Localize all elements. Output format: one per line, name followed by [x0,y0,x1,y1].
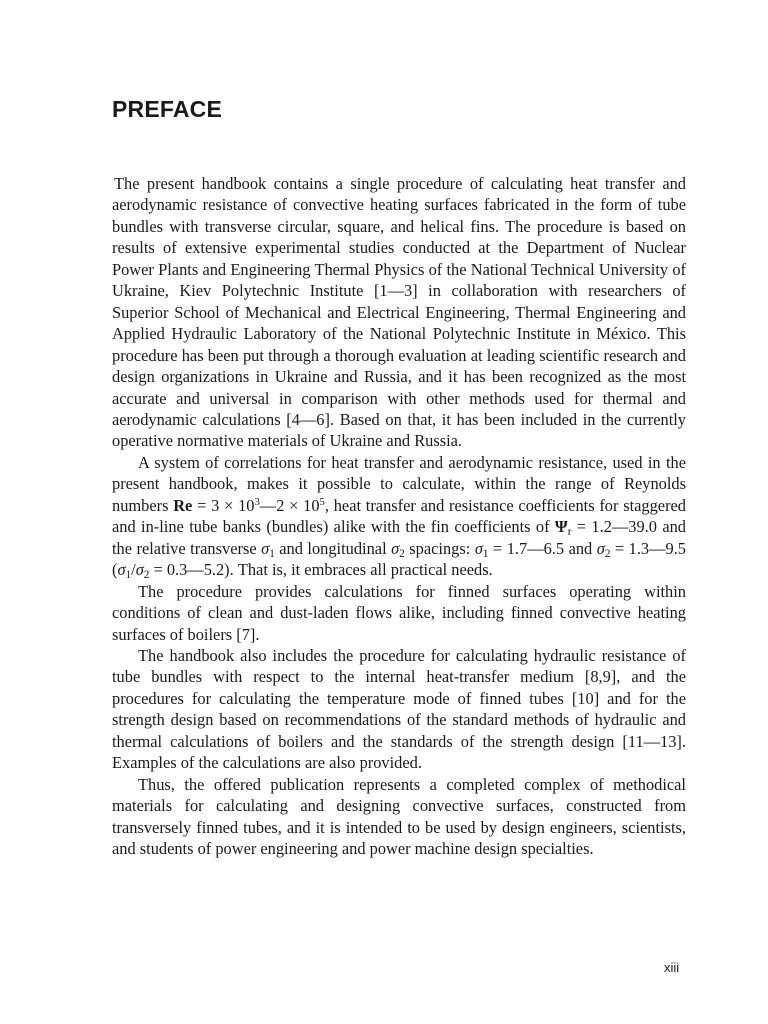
reynolds-symbol: Re [173,495,193,515]
p2-text-1: A system of correlations for heat transfer and aerodynamic resistance, used in the present handbook, makes it possible to calculate, within the range of Reynolds numbers [112,452,686,515]
p2-text-2: = 3 × 10 [192,495,255,515]
p2-text-4: , heat transfer and resistance coefficients for staggered and in-line tube banks (bundles) alike with the fin coefficients of [112,495,687,537]
sigma-subscript: 1 [482,547,489,560]
sigma-subscript: 2 [143,568,150,581]
sigma-subscript: 1 [269,547,275,560]
exponent-2: 5 [319,496,325,508]
sigma-symbol: σ [596,538,605,558]
page-number: xiii [664,960,680,975]
p2-text-7: spacings: [404,538,475,558]
paragraph-4: The handbook also includes the procedure for calculating hydraulic resistance of tube bundles with respect to the internal heat-transfer medium [8,9], and the procedures for calculating the temperature mode of finned tubes [10] and for the strength design based on recommendations of the standard methods of hydraulic and thermal calculations of boilers and the standards of the strength design [11—13]. Examples of the calculations are also provided. [112,645,686,773]
sigma-symbol: σ [474,538,483,558]
page-title: PREFACE [112,96,223,122]
sigma-subscript: 2 [399,547,405,560]
psi-subscript: r [567,526,572,539]
sigma-symbol: σ [135,560,144,580]
p2-text-9: = 1.3—9.5 ( [112,538,687,580]
sigma-symbol: σ [261,538,270,558]
preface-body [112,173,686,860]
paragraph-2 [112,452,686,581]
p2-text-6: and longitudinal [274,538,392,558]
sigma-subscript: 1 [125,568,132,581]
paragraph-5: Thus, the offered publication represents a completed complex of methodical materials for calculating and designing convective surfaces, constructed from transversely finned tubes, and it is intended to be used by design engineers, scientists, and students of power engineering and power machine design specialties. [112,774,686,859]
paragraph-3: The procedure provides calculations for finned surfaces operating within conditions of clean and dust-laden flows alike, including finned convective heating surfaces of boilers [7]. [112,581,686,644]
paragraph-1: The present handbook contains a single procedure of calculating heat transfer and aerodynamic resistance of convective heating surfaces fabricated in the form of tube bundles with transverse circular, square, and helical fins. The procedure is based on results of extensive experimental studies conducted at the Department of Nuclear Power Plants and Engineering Thermal Physics of the National Technical University of Ukraine, Kiev Polytechnic Institute [1—3] in collaboration with researchers of Superior School of Mechanical and Electrical Engineering, Thermal Engineering and Applied Hydraulic Laboratory of the National Polytechnic Institute in México. This procedure has been put through a thorough evaluation at leading scientific research and design organizations in Ukraine and Russia, and it has been recognized as the most accurate and universal in comparison with other methods used for thermal and aerodynamic calculations [4—6]. Based on that, it has been included in the currently operative normative materials of Ukraine and Russia. [112,174,686,451]
p2-text-8: = 1.7—6.5 and [488,538,597,558]
psi-symbol: Ψ [554,517,568,537]
p2-text-10: = 0.3—5.2). That is, it embraces all practical needs. [149,560,493,580]
ratio-slash: / [131,560,136,580]
sigma-symbol: σ [117,560,126,580]
p2-text-3: —2 × 10 [259,495,320,515]
sigma-symbol: σ [391,538,400,558]
sigma-subscript: 2 [604,547,611,560]
p2-text-5: = 1.2—39.0 and the relative transverse [112,517,687,558]
exponent-1: 3 [254,496,260,508]
